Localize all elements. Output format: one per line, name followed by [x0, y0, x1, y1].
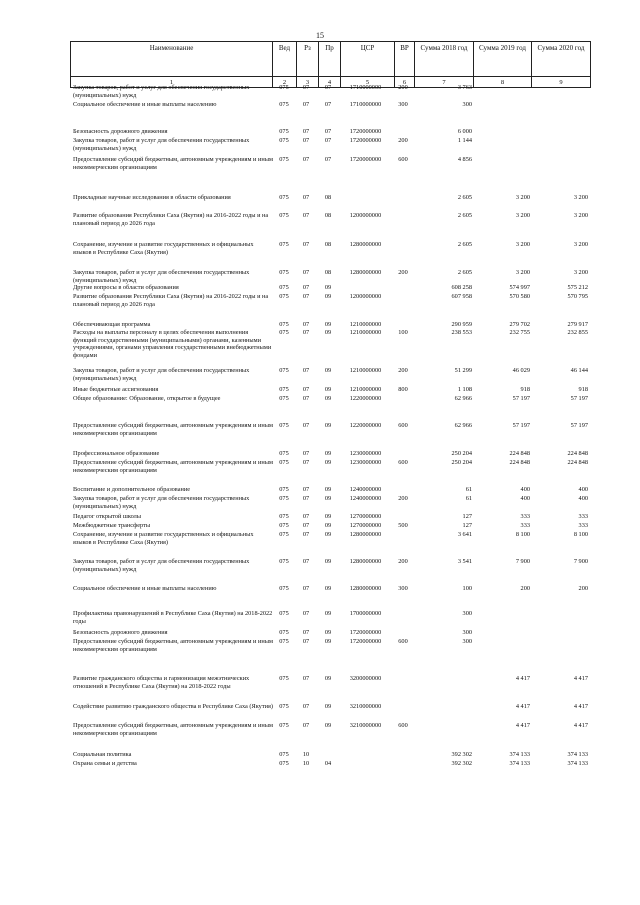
cell-pr: 09: [324, 395, 332, 402]
table-header: [70, 41, 591, 88]
cell-rz: 07: [302, 284, 310, 291]
cell-ved: 075: [279, 703, 289, 710]
cell-csr: 1220000000: [349, 395, 382, 402]
cell-rz: 07: [302, 629, 310, 636]
cell-s3: 575 212: [567, 284, 588, 291]
cell-pr: 08: [324, 194, 332, 201]
cell-ved: 075: [279, 284, 289, 291]
cell-vr: 200: [398, 137, 408, 144]
cell-s3: 374 133: [567, 760, 588, 767]
cell-s1: 51 299: [454, 367, 472, 374]
cell-ved: 075: [279, 629, 289, 636]
header-num: 7: [415, 77, 474, 88]
cell-rz: 07: [302, 293, 310, 300]
cell-s1: 290 959: [451, 321, 472, 328]
cell-vr: 600: [398, 638, 408, 645]
cell-name: Закупка товаров, работ и услуг для обеспечения государственных (муниципальных) нужд: [73, 495, 250, 510]
cell-vr: 300: [398, 585, 408, 592]
cell-s1: 2 605: [457, 194, 472, 201]
cell-s3: 400: [578, 486, 588, 493]
cell-ved: 075: [279, 558, 289, 565]
cell-ved: 075: [279, 128, 289, 135]
cell-s3: 8 100: [573, 531, 588, 538]
cell-s3: 374 133: [567, 751, 588, 758]
cell-ved: 075: [279, 486, 289, 493]
cell-csr: 1280000000: [349, 269, 382, 276]
cell-rz: 07: [302, 269, 310, 276]
cell-rz: 07: [302, 101, 310, 108]
cell-rz: 07: [302, 522, 310, 529]
cell-s1: 61: [465, 486, 472, 493]
cell-ved: 075: [279, 513, 289, 520]
cell-rz: 10: [302, 751, 310, 758]
cell-s3: 4 417: [573, 703, 588, 710]
cell-csr: 1720000000: [349, 156, 382, 163]
cell-vr: 200: [398, 84, 408, 91]
cell-vr: 200: [398, 558, 408, 565]
cell-rz: 07: [302, 321, 310, 328]
cell-s2: 3 200: [515, 212, 530, 219]
cell-csr: 1210000000: [349, 321, 382, 328]
header-sum-2018: Сумма 2018 год: [415, 42, 474, 77]
cell-name: Социальное обеспечение и иные выплаты населению: [73, 585, 217, 592]
cell-rz: 07: [302, 128, 310, 135]
cell-s1: 1 108: [457, 386, 472, 393]
cell-pr: 09: [324, 422, 332, 429]
cell-s2: 374 133: [509, 760, 530, 767]
cell-s2: 574 997: [509, 284, 530, 291]
cell-ved: 075: [279, 84, 289, 91]
cell-csr: 1230000000: [349, 450, 382, 457]
cell-csr: 1210000000: [349, 386, 382, 393]
cell-csr: 1700000000: [349, 610, 382, 617]
cell-name: Охрана семьи и детства: [73, 760, 137, 767]
cell-s3: 4 417: [573, 675, 588, 682]
cell-pr: 07: [324, 137, 332, 144]
cell-s2: 46 029: [512, 367, 530, 374]
cell-ved: 075: [279, 751, 289, 758]
cell-s3: 200: [578, 585, 588, 592]
cell-pr: 09: [324, 675, 332, 682]
cell-ved: 075: [279, 194, 289, 201]
cell-name: Профессиональное образование: [73, 450, 160, 457]
cell-pr: 09: [324, 450, 332, 457]
header-ved: Вед: [273, 42, 297, 77]
cell-s2: 333: [520, 522, 530, 529]
cell-s1: 2 605: [457, 269, 472, 276]
cell-s2: 400: [520, 486, 530, 493]
cell-pr: 09: [324, 329, 332, 336]
cell-rz: 07: [302, 395, 310, 402]
cell-csr: 1720000000: [349, 629, 382, 636]
cell-name: Сохранение, изучение и развитие государственных и официальных языков в Республике Саха (Якутия): [73, 241, 254, 256]
cell-s2: 918: [520, 386, 530, 393]
page-number: 15: [316, 31, 324, 40]
header-sum-2019: Сумма 2019 год: [474, 42, 532, 77]
cell-s2: 57 197: [512, 422, 530, 429]
cell-rz: 07: [302, 241, 310, 248]
cell-s3: 4 417: [573, 722, 588, 729]
cell-rz: 07: [302, 585, 310, 592]
cell-pr: 09: [324, 513, 332, 520]
cell-pr: 09: [324, 284, 332, 291]
cell-name: Обеспечивающая программа: [73, 321, 151, 328]
cell-s3: 3 200: [573, 194, 588, 201]
cell-rz: 07: [302, 558, 310, 565]
cell-s2: 200: [520, 585, 530, 592]
cell-csr: 1720000000: [349, 128, 382, 135]
cell-s2: 4 417: [515, 675, 530, 682]
cell-s3: 3 200: [573, 212, 588, 219]
cell-s3: 333: [578, 522, 588, 529]
cell-s1: 3 641: [457, 531, 472, 538]
cell-s1: 4 856: [457, 156, 472, 163]
cell-pr: 09: [324, 629, 332, 636]
cell-s1: 608 258: [451, 284, 472, 291]
cell-rz: 07: [302, 194, 310, 201]
cell-ved: 075: [279, 459, 289, 466]
cell-rz: 07: [302, 367, 310, 374]
cell-rz: 07: [302, 450, 310, 457]
cell-name: Другие вопросы в области образования: [73, 284, 179, 291]
cell-s2: 3 200: [515, 194, 530, 201]
cell-s1: 300: [462, 638, 472, 645]
cell-ved: 075: [279, 638, 289, 645]
cell-pr: 09: [324, 610, 332, 617]
cell-csr: 1220000000: [349, 422, 382, 429]
cell-name: Воспитание и дополнительное образование: [73, 486, 191, 493]
cell-s3: 7 900: [573, 558, 588, 565]
cell-rz: 07: [302, 486, 310, 493]
cell-pr: 09: [324, 293, 332, 300]
cell-csr: 1200000000: [349, 293, 382, 300]
cell-ved: 075: [279, 531, 289, 538]
cell-vr: 200: [398, 495, 408, 502]
cell-vr: 800: [398, 386, 408, 393]
cell-s1: 61: [465, 495, 472, 502]
cell-pr: 08: [324, 269, 332, 276]
cell-pr: 09: [324, 585, 332, 592]
cell-s1: 238 553: [451, 329, 472, 336]
cell-s2: 374 133: [509, 751, 530, 758]
cell-s2: 4 417: [515, 722, 530, 729]
cell-s2: 3 200: [515, 269, 530, 276]
cell-name: Закупка товаров, работ и услуг для обеспечения государственных (муниципальных) нужд: [73, 269, 250, 284]
cell-s1: 127: [462, 513, 472, 520]
cell-csr: 1210000000: [349, 329, 382, 336]
header-sum-2020: Сумма 2020 год: [532, 42, 591, 77]
cell-s1: 6 000: [457, 128, 472, 135]
cell-rz: 07: [302, 137, 310, 144]
cell-s3: 224 848: [567, 450, 588, 457]
cell-pr: 04: [324, 760, 332, 767]
cell-s1: 100: [462, 585, 472, 592]
cell-ved: 075: [279, 585, 289, 592]
cell-rz: 07: [302, 495, 310, 502]
cell-pr: 09: [324, 386, 332, 393]
cell-name: Педагог открытой школы: [73, 513, 142, 520]
cell-s1: 1 144: [457, 137, 472, 144]
cell-pr: 07: [324, 156, 332, 163]
cell-s2: 224 848: [509, 450, 530, 457]
cell-s3: 400: [578, 495, 588, 502]
cell-s2: 7 900: [515, 558, 530, 565]
cell-rz: 07: [302, 675, 310, 682]
cell-name: Развитие образования Республики Саха (Якутия) на 2016-2022 годы и на плановый период до 2026 года: [73, 293, 269, 308]
cell-name: Прикладные научные исследования в области образования: [73, 194, 231, 201]
cell-ved: 075: [279, 422, 289, 429]
header-num: 4: [319, 77, 341, 88]
cell-s3: 570 795: [567, 293, 588, 300]
cell-s1: 62 966: [454, 422, 472, 429]
cell-name: Иные бюджетные ассигнования: [73, 386, 159, 393]
cell-csr: 1280000000: [349, 585, 382, 592]
cell-s1: 3 541: [457, 558, 472, 565]
header-num: 2: [273, 77, 297, 88]
cell-name: Расходы на выплаты персоналу в целях обеспечения выполнения функций государственными (муниципальными) органами, казенными учреждениями, органами управления государственными внебюджетными фондами: [73, 329, 272, 359]
cell-s2: 400: [520, 495, 530, 502]
cell-ved: 075: [279, 329, 289, 336]
cell-s1: 3 763: [457, 84, 472, 91]
cell-name: Закупка товаров, работ и услуг для обеспечения государственных (муниципальных) нужд: [73, 367, 250, 382]
cell-s3: 918: [578, 386, 588, 393]
cell-s2: 224 848: [509, 459, 530, 466]
cell-pr: 08: [324, 212, 332, 219]
cell-rz: 07: [302, 703, 310, 710]
cell-csr: 1710000000: [349, 101, 382, 108]
cell-ved: 075: [279, 610, 289, 617]
cell-rz: 07: [302, 386, 310, 393]
cell-pr: 09: [324, 722, 332, 729]
cell-rz: 07: [302, 513, 310, 520]
cell-s3: 46 144: [570, 367, 588, 374]
cell-ved: 075: [279, 675, 289, 682]
cell-s1: 300: [462, 101, 472, 108]
cell-ved: 075: [279, 269, 289, 276]
cell-s3: 224 848: [567, 459, 588, 466]
cell-s3: 57 197: [570, 395, 588, 402]
cell-s2: 3 200: [515, 241, 530, 248]
cell-name: Социальная политика: [73, 751, 132, 758]
cell-name: Общее образование: Образование, открытое в будущее: [73, 395, 221, 402]
cell-ved: 075: [279, 241, 289, 248]
cell-pr: 09: [324, 703, 332, 710]
cell-vr: 200: [398, 367, 408, 374]
cell-ved: 075: [279, 495, 289, 502]
cell-s3: 3 200: [573, 241, 588, 248]
header-num: 6: [395, 77, 415, 88]
header-vr: ВР: [395, 42, 415, 77]
cell-s3: 279 917: [567, 321, 588, 328]
cell-rz: 07: [302, 531, 310, 538]
cell-rz: 07: [302, 329, 310, 336]
header-csr: ЦСР: [341, 42, 395, 77]
cell-name: Социальное обеспечение и иные выплаты населению: [73, 101, 217, 108]
header-num: 1: [71, 77, 273, 88]
cell-vr: 200: [398, 269, 408, 276]
cell-s1: 392 302: [451, 751, 472, 758]
cell-csr: 3210000000: [349, 722, 382, 729]
cell-pr: 07: [324, 128, 332, 135]
cell-csr: 1270000000: [349, 522, 382, 529]
cell-ved: 075: [279, 522, 289, 529]
cell-ved: 075: [279, 450, 289, 457]
cell-vr: 100: [398, 329, 408, 336]
cell-s2: 8 100: [515, 531, 530, 538]
cell-ved: 075: [279, 321, 289, 328]
cell-pr: 07: [324, 84, 332, 91]
cell-vr: 600: [398, 156, 408, 163]
header-name: Наименование: [71, 42, 273, 77]
cell-name: Предоставление субсидий бюджетным, автономным учреждениям и иным некоммерческим организациям: [73, 156, 273, 171]
cell-name: Профилактика правонарушений в Республике Саха (Якутия) на 2018-2022 годы: [73, 610, 273, 625]
cell-name: Безопасность дорожного движения: [73, 128, 168, 135]
cell-s3: 57 197: [570, 422, 588, 429]
cell-rz: 07: [302, 459, 310, 466]
cell-ved: 075: [279, 760, 289, 767]
cell-name: Предоставление субсидий бюджетным, автономным учреждениям и иным некоммерческим организациям: [73, 459, 273, 474]
cell-name: Предоставление субсидий бюджетным, автономным учреждениям и иным некоммерческим организациям: [73, 638, 273, 653]
cell-ved: 075: [279, 395, 289, 402]
cell-name: Развитие гражданского общества и гармонизация межэтнических отношений в Республике Саха (Якутия) на 2018-2022 годы: [73, 675, 250, 690]
cell-s2: 333: [520, 513, 530, 520]
cell-s1: 250 204: [451, 459, 472, 466]
cell-rz: 07: [302, 610, 310, 617]
cell-ved: 075: [279, 212, 289, 219]
cell-vr: 300: [398, 101, 408, 108]
header-num: 9: [532, 77, 591, 88]
cell-pr: 09: [324, 321, 332, 328]
cell-csr: 1240000000: [349, 486, 382, 493]
cell-s2: 279 702: [509, 321, 530, 328]
cell-ved: 075: [279, 722, 289, 729]
cell-s2: 4 417: [515, 703, 530, 710]
cell-s1: 127: [462, 522, 472, 529]
cell-csr: 1210000000: [349, 367, 382, 374]
cell-s1: 300: [462, 629, 472, 636]
cell-pr: 09: [324, 558, 332, 565]
cell-name: Закупка товаров, работ и услуг для обеспечения государственных (муниципальных) нужд: [73, 137, 250, 152]
cell-vr: 600: [398, 459, 408, 466]
cell-name: Предоставление субсидий бюджетным, автономным учреждениям и иным некоммерческим организациям: [73, 722, 273, 737]
cell-pr: 09: [324, 638, 332, 645]
cell-name: Закупка товаров, работ и услуг для обеспечения государственных (муниципальных) нужд: [73, 84, 250, 99]
cell-rz: 07: [302, 722, 310, 729]
cell-csr: 1280000000: [349, 531, 382, 538]
cell-s1: 2 605: [457, 212, 472, 219]
cell-pr: 09: [324, 531, 332, 538]
cell-s1: 2 605: [457, 241, 472, 248]
cell-csr: 1710000000: [349, 84, 382, 91]
cell-s1: 62 966: [454, 395, 472, 402]
cell-rz: 07: [302, 84, 310, 91]
cell-s1: 300: [462, 610, 472, 617]
cell-pr: 08: [324, 241, 332, 248]
cell-rz: 07: [302, 156, 310, 163]
cell-s1: 250 204: [451, 450, 472, 457]
cell-name: Безопасность дорожного движения: [73, 629, 168, 636]
cell-csr: 1720000000: [349, 137, 382, 144]
header-num: 5: [341, 77, 395, 88]
cell-pr: 09: [324, 367, 332, 374]
header-num: 3: [297, 77, 319, 88]
cell-vr: 600: [398, 722, 408, 729]
cell-s2: 57 197: [512, 395, 530, 402]
cell-name: Сохранение, изучение и развитие государственных и официальных языков в Республике Саха (Якутия): [73, 531, 254, 546]
cell-csr: 3210000000: [349, 703, 382, 710]
cell-csr: 1280000000: [349, 558, 382, 565]
cell-pr: 09: [324, 495, 332, 502]
cell-rz: 07: [302, 638, 310, 645]
cell-pr: 09: [324, 459, 332, 466]
cell-s1: 392 302: [451, 760, 472, 767]
cell-csr: 3200000000: [349, 675, 382, 682]
cell-name: Содействие развитию гражданского общества в Республике Саха (Якутия): [73, 703, 273, 710]
header-pr: Пр: [319, 42, 341, 77]
cell-name: Развитие образования Республики Саха (Якутия) на 2016-2022 годы и на плановый период до 2026 года: [73, 212, 269, 227]
header-rz: Рз: [297, 42, 319, 77]
cell-rz: 07: [302, 422, 310, 429]
cell-ved: 075: [279, 101, 289, 108]
cell-ved: 075: [279, 156, 289, 163]
cell-csr: 1230000000: [349, 459, 382, 466]
cell-csr: 1720000000: [349, 638, 382, 645]
cell-pr: 09: [324, 522, 332, 529]
cell-s3: 333: [578, 513, 588, 520]
cell-rz: 07: [302, 212, 310, 219]
cell-s3: 3 200: [573, 269, 588, 276]
cell-name: Межбюджетные трансферты: [73, 522, 151, 529]
cell-s2: 232 755: [509, 329, 530, 336]
cell-csr: 1240000000: [349, 495, 382, 502]
cell-name: Предоставление субсидий бюджетным, автономным учреждениям и иным некоммерческим организациям: [73, 422, 273, 437]
cell-ved: 075: [279, 386, 289, 393]
cell-pr: 07: [324, 101, 332, 108]
cell-csr: 1270000000: [349, 513, 382, 520]
cell-s1: 607 958: [451, 293, 472, 300]
cell-s3: 232 855: [567, 329, 588, 336]
header-num: 8: [474, 77, 532, 88]
cell-vr: 500: [398, 522, 408, 529]
cell-csr: 1200000000: [349, 212, 382, 219]
cell-s2: 570 580: [509, 293, 530, 300]
cell-vr: 600: [398, 422, 408, 429]
cell-pr: 09: [324, 486, 332, 493]
cell-ved: 075: [279, 293, 289, 300]
cell-ved: 075: [279, 137, 289, 144]
cell-name: Закупка товаров, работ и услуг для обеспечения государственных (муниципальных) нужд: [73, 558, 250, 573]
cell-ved: 075: [279, 367, 289, 374]
cell-rz: 10: [302, 760, 310, 767]
cell-csr: 1280000000: [349, 241, 382, 248]
